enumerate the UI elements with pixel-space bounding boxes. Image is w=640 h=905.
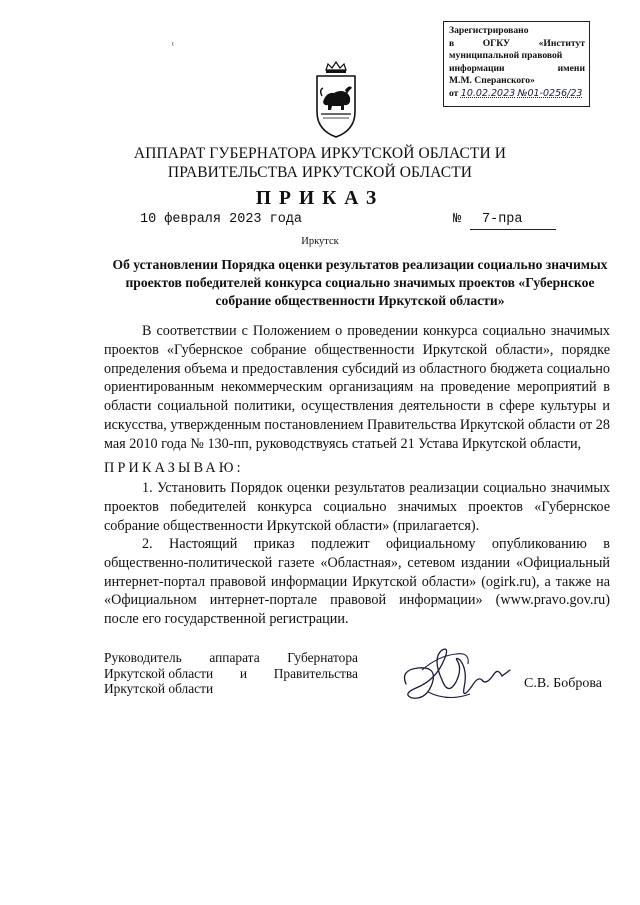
order-item-1: 1. Установить Порядок оценки результатов реализации социально значимых проектов победителей конкурса социально значимых проектов «Губернское собрание общественности Иркутской области» (прилагается). [104,480,610,534]
preamble-paragraph: В соответствии с Положением о проведении конкурса социально значимых проектов «Губернское собрание общественности Иркутской области», порядке определения объема и предоставления субсидий из областного бюджета социально ориентированным некоммерческим организациям на проведение мероприятий в области социальной политики, осуществления деятельности в сфере культуры и искусства, утвержденным постановлением Правительства Иркутской области от 28 мая 2010 года № 130-пп, руководствуясь статьей 21 Устава Иркутской области, [104,323,610,452]
stamp-line-institute: в ОГКУ «Институт [449,37,585,49]
order-item-2: 2. Настоящий приказ подлежит официальному опубликованию в общественно-политической газете «Областная», сетевом издании «Официальный интернет-портал правовой информации Иркутской области» (ogirk.ru), а также на «Официальном интернет-портале правовой информации» (www.pravo.gov.ru) после его государственной регистрации. [104,536,610,628]
stamp-line-municipal: муниципальной правовой [449,50,563,62]
stamp-line-information: информации имени [449,62,585,74]
document-city: Иркутск [301,236,339,247]
position-line-1: Руководитель аппарата Губернатора [104,650,358,665]
coat-of-arms-emblem [314,60,358,140]
org-line-2: ПРАВИТЕЛЬСТВА ИРКУТСКОЙ ОБЛАСТИ [167,164,473,181]
document-number-label: № [453,212,462,227]
document-heading: Об установлении Порядка оценки результатов реализации социально значимых проектов победителей конкурса социально значимых проектов «Губернское собрание общественности Иркутской области» [112,257,608,308]
document-date: 10 февраля 2023 года [140,212,303,227]
stamp-date-value: 10.02.2023 [460,87,516,99]
org-line-1: АППАРАТ ГУБЕРНАТОРА ИРКУТСКОЙ ОБЛАСТИ И [133,145,507,162]
position-line-2: Иркутской области и Правительства [104,665,358,681]
order-word: ПРИКАЗЫВАЮ: [104,460,244,476]
position-line-3: Иркутской области [104,681,214,696]
stamp-reg-number: №01-0256/23 [517,87,583,99]
stamp-line-speransky: М.М. Сперанского» [449,75,535,87]
stamp-line-registered: Зарегистрировано [449,25,529,36]
stamp-line-date: от 10.02.2023 №01-0256/23 [449,87,583,99]
signatory-position [104,650,358,697]
scan-mark: ᵗ [172,40,174,51]
registration-stamp [443,21,590,107]
organization-name [0,144,640,182]
handwritten-signature [398,640,518,712]
signatory-name: С.В. Боброва [524,676,602,691]
document-number-value: 7-пра [470,212,556,230]
document-type-title: ПРИКАЗ [255,188,385,209]
